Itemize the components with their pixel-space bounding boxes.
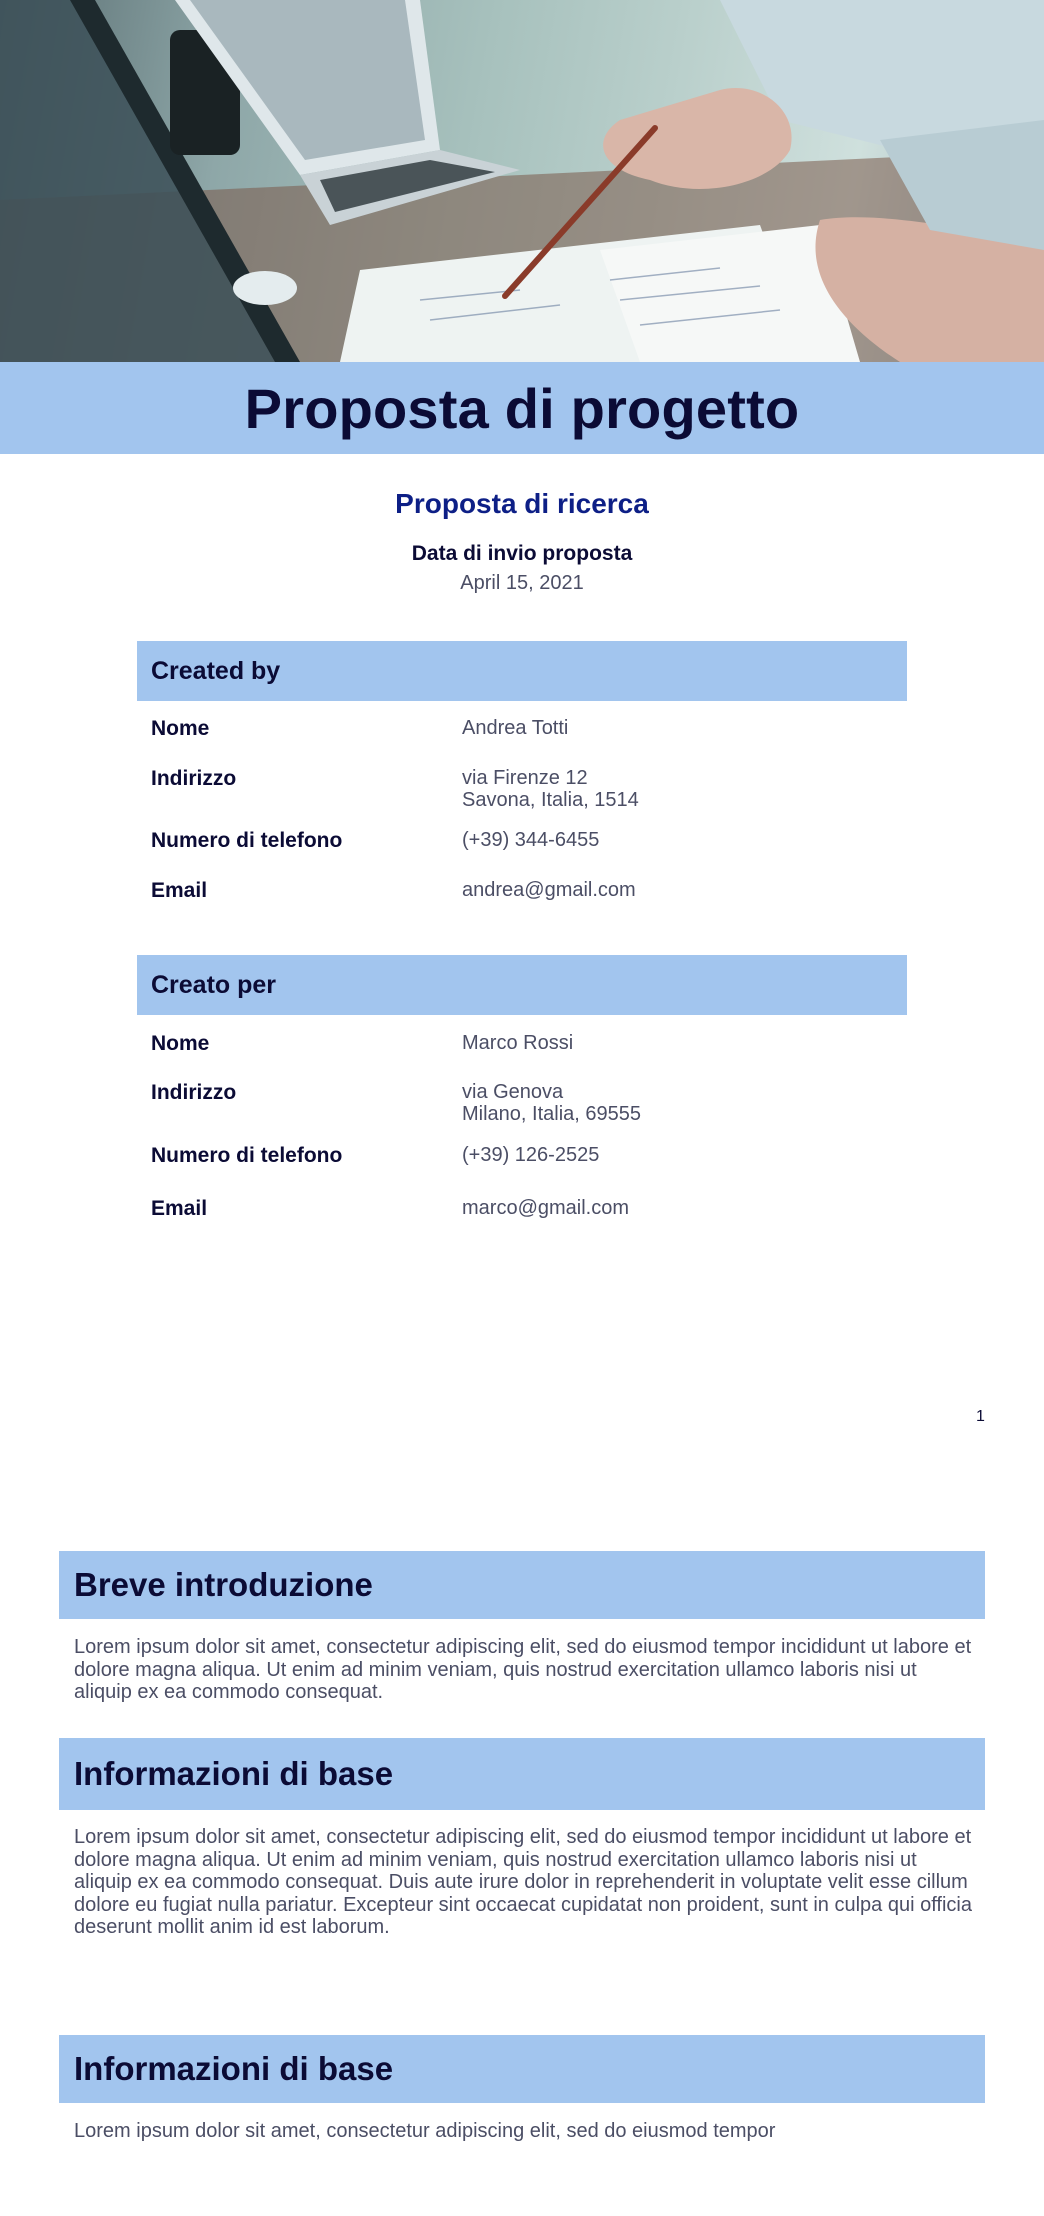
created-for-email-value: marco@gmail.com: [462, 1197, 630, 1219]
created-by-address-line2: Savona, Italia, 1514: [462, 789, 639, 811]
created-by-name-value: Andrea Totti: [462, 717, 569, 739]
created-for-phone-label: Numero di telefono: [151, 1144, 343, 1167]
section-body-background-2: Lorem ipsum dolor sit amet, consectetur adipiscing elit, sed do eiusmod tempor: [74, 2120, 776, 2142]
created-for-heading: Creato per: [137, 955, 907, 1015]
title-band: [0, 362, 1044, 454]
created-for-address-label: Indirizzo: [151, 1081, 237, 1104]
document-title: Proposta di progetto: [244, 376, 800, 440]
created-for-email-label: Email: [151, 1197, 208, 1220]
section-heading-intro: Breve introduzione: [59, 1551, 985, 1619]
cover-photo: [0, 0, 1044, 362]
created-for-address-line1: via Genova: [462, 1081, 564, 1103]
created-for-name-value: Marco Rossi: [462, 1032, 574, 1054]
submission-date-value: April 15, 2021: [460, 572, 584, 594]
page-number: 1: [976, 1408, 985, 1425]
created-for-phone-value: (+39) 126-2525: [462, 1144, 600, 1166]
created-for-name-label: Nome: [151, 1032, 210, 1055]
created-for-address-line2: Milano, Italia, 69555: [462, 1103, 642, 1125]
created-by-phone-label: Numero di telefono: [151, 829, 343, 852]
created-by-email-value: andrea@gmail.com: [462, 879, 636, 901]
document-subtitle: Proposta di ricerca: [395, 488, 649, 519]
created-by-heading: Created by: [137, 641, 907, 701]
section-heading-background: Informazioni di base: [59, 1738, 985, 1810]
submission-date-label: Data di invio proposta: [411, 542, 633, 565]
section-heading-background-2: Informazioni di base: [59, 2035, 985, 2103]
created-by-address-label: Indirizzo: [151, 767, 237, 790]
section-body-intro: Lorem ipsum dolor sit amet, consectetur adipiscing elit, sed do eiusmod tempor incididunt ut labore et dolore magna aliqua. Ut enim ad minim veniam, quis nostrud exercitation ullamco laboris nisi ut aliquip ex ea commodo consequat.: [74, 1636, 972, 1703]
created-by-address-line1: via Firenze 12: [462, 767, 588, 789]
section-body-background: Lorem ipsum dolor sit amet, consectetur adipiscing elit, sed do eiusmod tempor incididunt ut labore et dolore magna aliqua. Ut enim ad minim veniam, quis nostrud exercitation ullamco laboris nisi ut aliquip ex ea commodo consequat. Duis aute irure dolor in reprehenderit in voluptate velit esse cillum dolore eu fugiat nulla pariatur. Excepteur sint occaecat cupidatat non proident, sunt in culpa qui officia deserunt mollit anim id est laborum.: [74, 1826, 972, 1938]
created-by-email-label: Email: [151, 879, 208, 902]
cover-photo-illustration: [0, 0, 1044, 362]
created-by-name-label: Nome: [151, 717, 210, 740]
created-by-phone-value: (+39) 344-6455: [462, 829, 600, 851]
